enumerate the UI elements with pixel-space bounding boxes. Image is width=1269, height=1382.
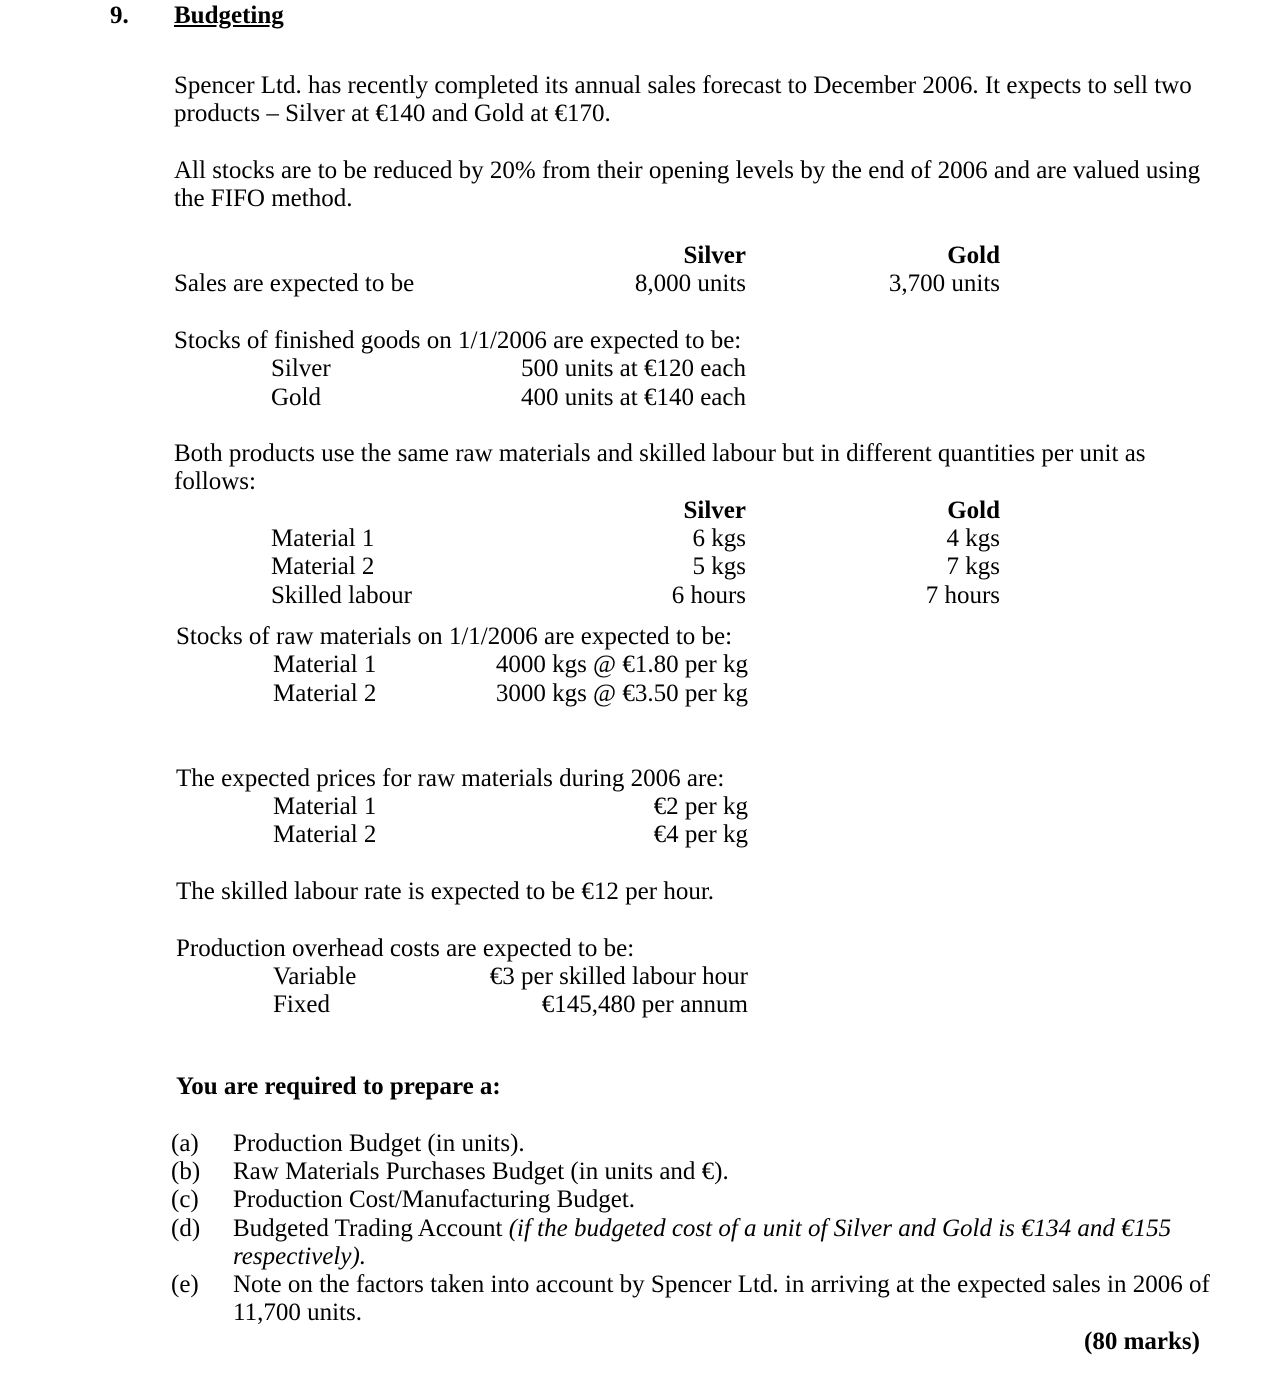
overheads-row-value: €3 per skilled labour hour xyxy=(489,963,748,990)
required-item-text-italic: (if the budgeted cost of a unit of Silver and Gold is €134 and €155 respectively). xyxy=(233,1215,1172,1270)
raw-stocks-heading: Stocks of raw materials on 1/1/2006 are expected to be: xyxy=(176,623,733,650)
question-title: Budgeting xyxy=(174,2,284,29)
raw-stocks-row-label: Material 2 xyxy=(273,680,377,707)
finished-goods-row-label: Gold xyxy=(271,384,321,411)
raw-stocks-row-value: 4000 kgs @ €1.80 per kg xyxy=(495,651,748,678)
usage-row-silver: 6 kgs xyxy=(692,525,746,552)
usage-intro-paragraph: Both products use the same raw materials and skilled labour but in different quantities per unit as follows: xyxy=(174,440,1146,495)
overheads-row-label: Fixed xyxy=(273,991,330,1018)
required-item-text-plain: Budgeted Trading Account xyxy=(233,1215,509,1242)
required-item-text xyxy=(233,1215,1213,1271)
finished-goods-row-value: 500 units at €120 each xyxy=(521,355,746,382)
prices-heading: The expected prices for raw materials during 2006 are: xyxy=(176,765,725,792)
usage-row-label: Material 1 xyxy=(271,525,375,552)
finished-goods-row-label: Silver xyxy=(271,355,331,382)
raw-stocks-row-value: 3000 kgs @ €3.50 per kg xyxy=(495,680,748,707)
usage-header-gold: Gold xyxy=(947,497,1000,524)
sales-label: Sales are expected to be xyxy=(174,270,415,297)
raw-stocks-row-label: Material 1 xyxy=(273,651,377,678)
required-item-marker: (c) xyxy=(171,1186,199,1213)
intro-paragraph: Spencer Ltd. has recently completed its annual sales forecast to December 2006. It expects to sell two products – Silver at €140 and Gold at €170. xyxy=(174,72,1192,127)
finished-goods-row-value: 400 units at €140 each xyxy=(521,384,746,411)
usage-row-silver: 5 kgs xyxy=(692,553,746,580)
sales-silver-value: 8,000 units xyxy=(634,270,746,297)
required-item-marker: (b) xyxy=(171,1158,201,1185)
required-item-text: Note on the factors taken into account by Spencer Ltd. in arriving at the expected sales in 2006 of 11,700 units. xyxy=(233,1271,1210,1326)
required-item-text: Production Budget (in units). xyxy=(233,1130,525,1157)
usage-header-silver: Silver xyxy=(683,497,746,524)
sales-header-silver: Silver xyxy=(683,242,746,269)
usage-row-gold: 4 kgs xyxy=(946,525,1000,552)
required-item-text: Production Cost/Manufacturing Budget. xyxy=(233,1186,636,1213)
stocks-note-paragraph: All stocks are to be reduced by 20% from their opening levels by the end of 2006 and are valued using the FIFO method. xyxy=(174,157,1201,212)
usage-row-silver: 6 hours xyxy=(671,582,746,609)
required-item-text: Raw Materials Purchases Budget (in units and €). xyxy=(233,1158,729,1185)
prices-row-label: Material 2 xyxy=(273,821,377,848)
overheads-row-value: €145,480 per annum xyxy=(541,991,748,1018)
finished-goods-heading: Stocks of finished goods on 1/1/2006 are expected to be: xyxy=(174,327,742,354)
prices-row-value: €4 per kg xyxy=(653,821,748,848)
required-item-marker: (d) xyxy=(171,1215,201,1242)
overheads-heading: Production overhead costs are expected to be: xyxy=(176,935,635,962)
usage-row-label: Skilled labour xyxy=(271,582,412,609)
marks-label: (80 marks) xyxy=(1084,1328,1200,1355)
prices-row-value: €2 per kg xyxy=(653,793,748,820)
prices-row-label: Material 1 xyxy=(273,793,377,820)
question-number: 9. xyxy=(110,2,129,29)
required-heading: You are required to prepare a: xyxy=(176,1073,501,1100)
usage-row-gold: 7 kgs xyxy=(946,553,1000,580)
required-item-marker: (a) xyxy=(171,1130,199,1157)
overheads-row-label: Variable xyxy=(273,963,357,990)
sales-gold-value: 3,700 units xyxy=(888,270,1000,297)
required-item-marker: (e) xyxy=(171,1271,199,1298)
labour-rate-text: The skilled labour rate is expected to be €12 per hour. xyxy=(176,878,715,905)
sales-header-gold: Gold xyxy=(947,242,1000,269)
usage-row-label: Material 2 xyxy=(271,553,375,580)
usage-row-gold: 7 hours xyxy=(925,582,1000,609)
